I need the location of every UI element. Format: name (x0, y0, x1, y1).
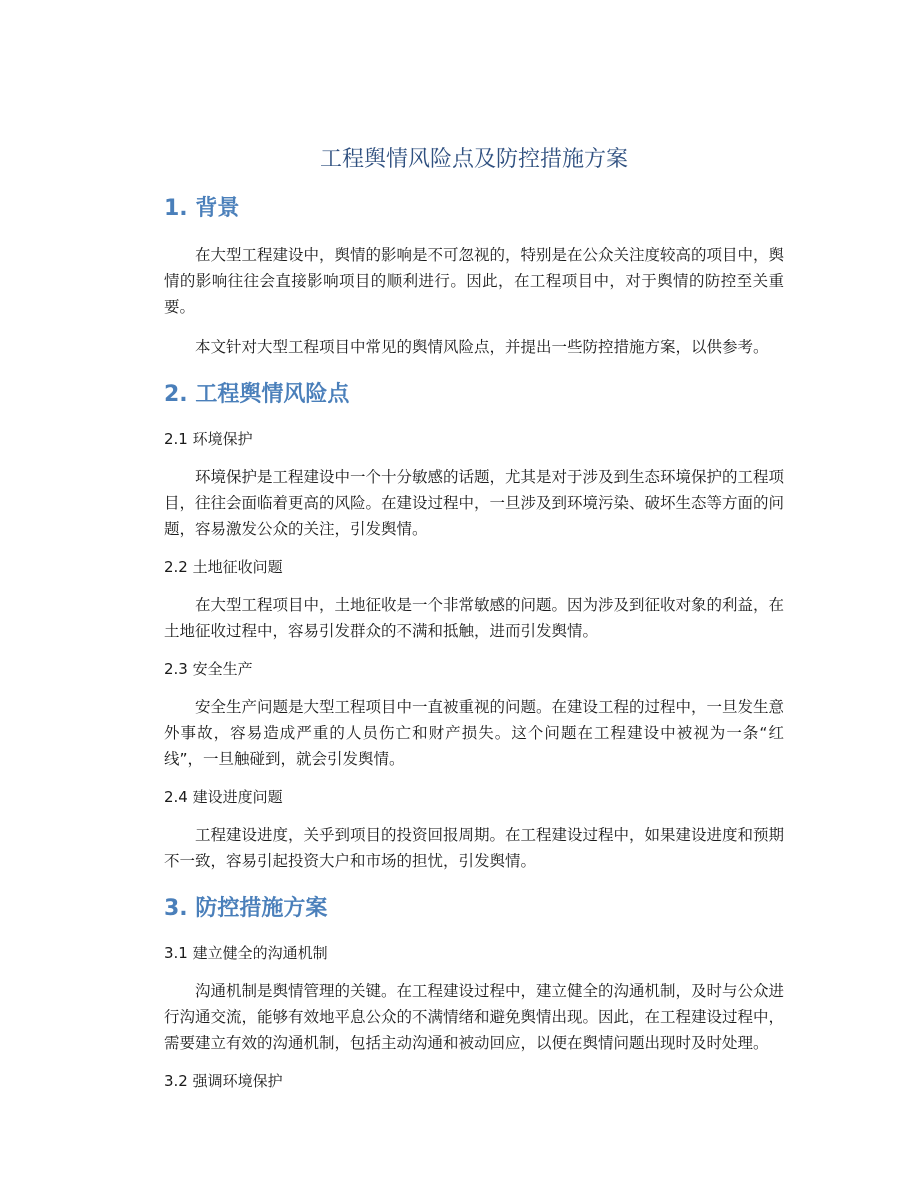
section-heading-risk-points: 2. 工程舆情风险点 (164, 382, 350, 407)
land-acquisition-paragraph: 在大型工程项目中，土地征收是一个非常敏感的问题。因为涉及到征收对象的利益，在土地征收过程中，容易引发群众的不满和抵触，进而引发舆情。 (164, 596, 785, 640)
progress-paragraph: 工程建设进度，关乎到项目的投资回报周期。在工程建设过程中，如果建设进度和预期不一致，容易引起投资大户和市场的担忧，引发舆情。 (164, 826, 785, 870)
document-content (164, 142, 784, 1106)
communication-paragraph: 沟通机制是舆情管理的关键。在工程建设过程中，建立健全的沟通机制，及时与公众进行沟通交流，能够有效地平息公众的不满情绪和避免舆情出现。因此，在工程建设过程中，需要建立有效的沟通机制，包括主动沟通和被动回应，以便在舆情问题出现时及时处理。 (164, 982, 785, 1052)
document-title: 工程舆情风险点及防控措施方案 (319, 147, 628, 172)
section-heading-measures: 3. 防控措施方案 (164, 896, 328, 921)
safety-paragraph: 安全生产问题是大型工程项目中一直被重视的问题。在建设工程的过程中，一旦发生意外事故，容易造成严重的人员伤亡和财产损失。这个问题在工程建设中被视为一条“红线”，一旦触碰到，就会引发舆情。 (164, 698, 785, 768)
section-heading-background: 1. 背景 (164, 196, 240, 221)
subsection-heading-environment-emphasis: 3.2 强调环境保护 (164, 1072, 283, 1090)
background-paragraph-1: 在大型工程建设中，舆情的影响是不可忽视的，特别是在公众关注度较高的项目中，舆情的影响往往会直接影响项目的顺利进行。因此，在工程项目中，对于舆情的防控至关重要。 (164, 246, 785, 316)
subsection-heading-land-acquisition: 2.2 土地征收问题 (164, 558, 283, 576)
subsection-heading-safety: 2.3 安全生产 (164, 660, 253, 678)
subsection-heading-communication: 3.1 建立健全的沟通机制 (164, 944, 328, 962)
background-paragraph-2: 本文针对大型工程项目中常见的舆情风险点，并提出一些防控措施方案，以供参考。 (195, 338, 769, 356)
subsection-heading-environment: 2.1 环境保护 (164, 430, 253, 448)
subsection-heading-progress: 2.4 建设进度问题 (164, 788, 283, 806)
environment-paragraph: 环境保护是工程建设中一个十分敏感的话题，尤其是对于涉及到生态环境保护的工程项目，往往会面临着更高的风险。在建设过程中，一旦涉及到环境污染、破坏生态等方面的问题，容易激发公众的关注，引发舆情。 (164, 468, 785, 538)
